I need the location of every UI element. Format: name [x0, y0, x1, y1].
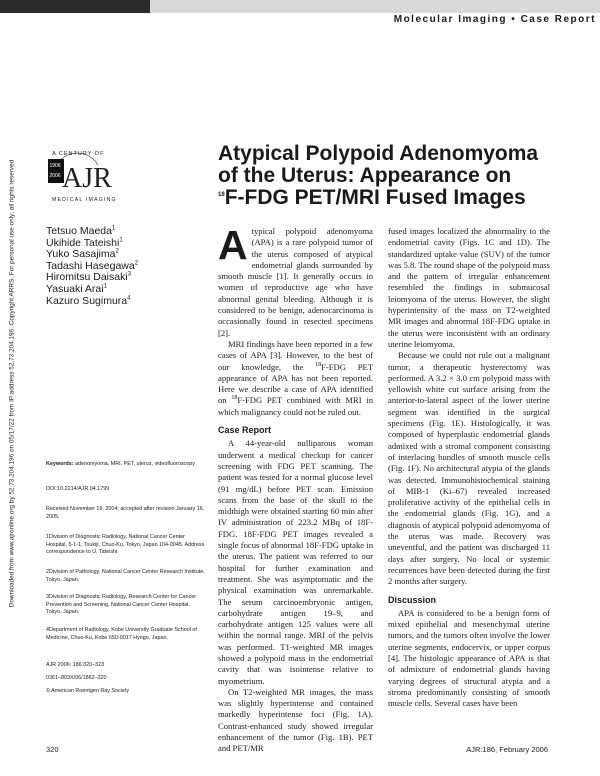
- title-line-2: of the Uterus: Appearance on: [218, 164, 512, 187]
- case-paragraph: Because we could not rule out a malignant tumor, a therapeutic hysterectomy was performed. A 3.2 × 3.0 cm polypoid mass with yellowish white cut surface arising from the anterior-to-lateral aspect of the lower uterine segment was identified in the surgical specimens (Fig. 1E). Histologically, it was composed of hyperplastic endometrial glands admixed with a stromal component consisting of interlacing bundles of smooth muscle cells (Fig. 1F). No architectural atypia of the glands was detected. Immunohistochemical staining of MIB-1 (Ki–67) revealed increased proliferative activity of the epithelial cells in the endometrial glands (Fig. 1G), and a diagnosis of atypical polypoid adenomyoma of the uterus was made. Recovery was uneventful, and the patient was discharged 11 days after surgery. No local or systemic recurrences have been detected during the first 2 months after surgery.: [388, 350, 550, 587]
- logo-year-right: 2006: [49, 173, 61, 179]
- title-line-1: Atypical Polypoid Adenomyoma: [218, 142, 539, 165]
- author: Yuko Sasajima$^2$: [46, 248, 119, 261]
- case-paragraph: A 44-year-old nulliparous woman underwent a medical checkup for cancer screening with FDG PET scanning. The patient was tested for a normal glucose level (91 mg/dL) before PET scan. Emission scans from the base of the skull to the midthigh were obtained starting 60 min after IV administration of 223.2 MBq of 18F-FDG. 18F-FDG PET images revealed a single focus of abnormal 18F-FDG uptake in the uterus. The patient was referred to our hospital for further examination and treatment. She was asymptomatic and the physical examination was unremarkable. The serum carcinoembryonic antigen, carbohydrate antigen 19–9, and carbohydrate antigen 125 values were all within the normal range. MRI of the pelvis was performed. T1-weighted MR images showed a polypoid mass in the endometrial cavity that was isointense relative to myometrium.: [218, 438, 373, 686]
- case-paragraph: fused images localized the abnormality to the endometrial cavity (Figs. 1C and 1D). The standardized uptake value (SUV) of the tumor was 5.8. The round shape of the polypoid mass and the pattern of irregular enhancement resembled the findings in submucosal leiomyoma of the uterus. However, the slight hyperintensity of the mass on T2-weighted MR images and abnormal 18F-FDG uptake in the uterus were inconsistent with an ordinary uterine leiomyoma.: [388, 226, 550, 349]
- logo-year-left: 1906: [49, 163, 61, 169]
- author: Hiromitsu Daisaki$^3$: [46, 271, 132, 284]
- drop-cap: A: [218, 222, 248, 268]
- journal-footer: AJR:186, February 2006: [466, 745, 548, 754]
- affiliation: 4Department of Radiology, Kobe University Graduate School of Medicine, Chuo-Ku, Kobe 650-0017 Hyogo, Japan.: [46, 627, 197, 641]
- issn: 0361–803X/06/1862–320: [46, 675, 107, 681]
- keywords: Keywords: adenomyoma, MRI, PET, uterus, videofluoroscopy: [46, 461, 195, 467]
- logo-top-text: A CENTURY OF: [52, 151, 105, 157]
- author: Tetsuo Maeda$^1$: [46, 225, 116, 237]
- author: Kazuro Sugimura$^4$: [46, 294, 131, 307]
- affiliation: 1Division of Diagnostic Radiology, National Cancer Center Hospital, 5-1-1, Tsukiji, Chuo-Ku, Tokyo, Japan 104-0045. Address correspondence to U. Tateishi.: [46, 534, 205, 556]
- logo-bottom-text: MEDICAL IMAGING: [52, 197, 117, 203]
- body-column-1: [218, 222, 373, 755]
- affiliation: 2Division of Pathology, National Cancer Center Research Institute, Tokyo, Japan.: [46, 569, 205, 583]
- case-paragraph: On T2-weighted MR images, the mass was slightly hyperintense and contained markedly hyperintense foci (Fig. 1A). Contrast-enhanced study showed irregular enhancement of the tumor (Fig. 1B). PET and PET/MR: [218, 686, 373, 754]
- author: Yasuaki Arai$^1$: [46, 282, 107, 295]
- title-superscript: 18: [218, 192, 225, 198]
- download-notice-text: Downloaded from www.ajronline.org by 52.73.204.196 on 05/17/22 from IP address 52.73.204.196. Copyright ARRS. For personal use only; all rights reserved: [8, 159, 16, 608]
- author: Tadashi Hasegawa$^2$: [46, 259, 139, 272]
- article-title: [218, 143, 563, 209]
- doi: DOI:10.2214/AJR.04.1799: [46, 486, 110, 492]
- intro-paragraph: Atypical polypoid adenomyoma (APA) is a rare polypoid tumor of the uterus composed of atypical endometrial glands surrounded by smooth muscle [1]. It generally occurs in women of reproductive age who have abnormal genital bleeding. Although it is considered to be benign, adenocarcinoma is occasionally found in resected specimens [2].: [218, 222, 373, 338]
- logo-letters: AJR: [62, 163, 112, 194]
- intro-paragraph: MRI findings have been reported in a few cases of APA [3]. However, to the best of our knowledge, the $^{18}$F-FDG PET appearance of APA has not been reported. Here we describe a case of APA identified on $^{18}$F-FDG PET combined with MRI in which malignancy could not be ruled out.: [218, 338, 373, 417]
- received-date: Received November 19, 2004; accepted after revision January 16, 2005.: [46, 506, 205, 520]
- ajr-logo: [46, 143, 117, 219]
- affiliation: 3Division of Diagnostic Radiology, Research Center for Cancer Prevention and Screening, National Cancer Center Hospital, Tokyo, Japan.: [46, 594, 197, 616]
- case-report-heading: Case Report: [218, 425, 272, 436]
- author: Ukihide Tateishi$^1$: [46, 236, 123, 249]
- author-list: [46, 226, 206, 307]
- copyright: © American Roentgen Ray Society: [46, 688, 130, 694]
- citation: AJR 2006; 186:320–323: [46, 662, 105, 668]
- section-label: Molecular Imaging • Case Report: [393, 14, 596, 25]
- body-column-2: [388, 226, 550, 709]
- discussion-heading: Discussion: [388, 594, 437, 605]
- header-bar-accent: [0, 0, 150, 13]
- page-number: 320: [46, 745, 59, 754]
- title-line-3: F-FDG PET/MRI Fused Images: [224, 186, 526, 209]
- discussion-paragraph: APA is considered to be a benign form of mixed epithelial and mesenchymal uterine tumors, and the tumors often involve the lower uterine segments, endocervix, or upper corpus [4]. The histologic appearance of APA is that of admixture of endometrial glands having varying degrees of structural atypia and a stroma predominantly consisting of smooth muscle cells. Several cases have been: [388, 607, 550, 709]
